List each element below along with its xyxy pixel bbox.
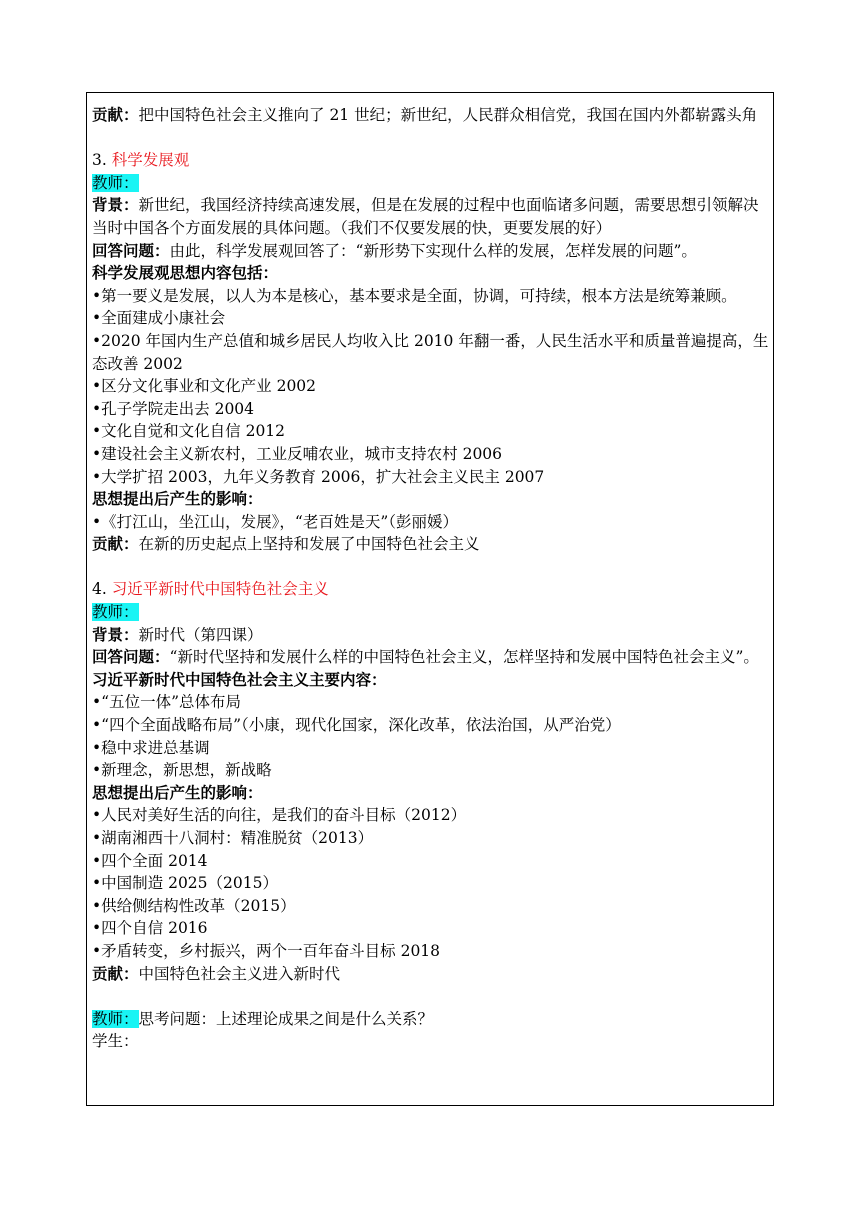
bullet: • (92, 738, 102, 757)
bullet: • (92, 286, 102, 305)
list-item: •供给侧结构性改革（2015） (92, 896, 296, 915)
bullet: • (92, 422, 102, 441)
bullet: • (92, 761, 102, 780)
lesson-table-cell (86, 92, 774, 1106)
bullet: • (92, 941, 102, 960)
bullet: • (92, 919, 102, 938)
teacher-label: 教师： (92, 603, 139, 622)
section4-content-heading: 习近平新时代中国特色社会主义主要内容： (92, 669, 387, 689)
list-item: •《打江山，坐江山，发展》，“老百姓是天”（彭丽媛） (92, 512, 459, 531)
section3-impact-heading: 思想提出后产生的影响： (92, 489, 263, 509)
section4-contribution (92, 963, 770, 986)
list-item: •建设社会主义新农村，工业反哺农业，城市支持农村 2006 (92, 444, 503, 463)
list-item: •文化自觉和文化自信 2012 (92, 422, 286, 441)
contribution-text: 在新的历史起点上坚持和发展了中国特色社会主义 (138, 535, 480, 554)
section4-teacher-line (92, 601, 770, 624)
background-label: 背景： (92, 624, 139, 644)
list-item: •湖南湘西十八洞村：精准脱贫（2013） (92, 829, 374, 847)
section4-impact-heading: 思想提出后产生的影响： (92, 782, 263, 802)
list-item: •稳中求进总基调 (92, 738, 210, 757)
section3-heading (92, 149, 770, 172)
section4-title: 习近平新时代中国特色社会主义 (111, 580, 329, 599)
contribution-label: 贡献： (92, 963, 139, 983)
section3-contribution (92, 533, 770, 556)
section3-answer (92, 240, 770, 263)
bullet: • (92, 829, 102, 847)
bullet: • (92, 896, 102, 915)
list-item: •四个自信 2016 (92, 919, 208, 938)
answer-label: 回答问题： (92, 647, 170, 667)
question-text: 思考问题：上述理论成果之间是什么关系？ (138, 1009, 434, 1028)
list-item: •新理念，新思想，新战略 (92, 761, 272, 780)
list-item: •中国制造 2025（2015） (92, 874, 278, 893)
list-item: •人民对美好生活的向往，是我们的奋斗目标（2012） (92, 806, 467, 825)
list-item: •孔子学院走出去 2004 (92, 399, 255, 418)
bullet: • (92, 377, 102, 396)
contribution-text: 把中国特色社会主义推向了 21 世纪；新世纪，人民群众相信党，我国在国内外都崭露头角 (138, 106, 758, 124)
list-item: •矛盾转变，乡村振兴，两个一百年奋斗目标 2018 (92, 941, 441, 960)
section3-background (92, 194, 770, 239)
spacer (92, 985, 770, 1008)
bullet: • (92, 331, 102, 350)
background-text: 新时代（第四课） (138, 625, 263, 644)
student-line: 学生： (92, 1032, 139, 1051)
bullet: • (92, 874, 102, 893)
bullet: • (92, 444, 102, 463)
contribution-label: 贡献： (92, 105, 139, 124)
lesson-content (92, 104, 770, 1053)
bullet: • (92, 309, 102, 328)
answer-text: “新时代坚持和发展什么样的中国特色社会主义，怎样坚持和发展中国特色社会主义”。 (169, 648, 759, 667)
list-item: •“四个全面战略布局”（小康，现代化国家，深化改革，依法治国，从严治党） (92, 716, 621, 735)
background-label: 背景： (92, 195, 139, 215)
answer-text: 由此，科学发展观回答了：“新形势下实现什么样的发展，怎样发展的问题”。 (169, 241, 697, 260)
section4-answer (92, 646, 770, 669)
bullet: • (92, 851, 102, 870)
answer-label: 回答问题： (92, 240, 170, 260)
section4-background (92, 624, 770, 647)
bullet: • (92, 716, 102, 735)
bullet: • (92, 467, 102, 486)
bullet: • (92, 512, 102, 531)
section3-teacher-line (92, 172, 770, 195)
spacer (92, 556, 770, 579)
section3-title: 科学发展观 (111, 151, 190, 170)
bullet: • (92, 399, 102, 418)
contribution-text: 中国特色社会主义进入新时代 (138, 964, 341, 983)
list-item: •大学扩招 2003，九年义务教育 2006，扩大社会主义民主 2007 (92, 467, 545, 486)
section4-number: 4. (92, 580, 107, 599)
teacher-label: 教师： (92, 173, 139, 192)
section3-number: 3. (92, 151, 107, 170)
list-item: •2020 年国内生产总值和城乡居民人均收入比 2010 年翻一番，人民生活水平和质量普遍提高，生态改善 2002 (92, 331, 769, 373)
bullet: • (92, 693, 102, 712)
bullet: • (92, 806, 102, 825)
spacer (92, 127, 770, 150)
section3-content-heading: 科学发展观思想内容包括： (92, 263, 279, 283)
contribution-label: 贡献： (92, 534, 139, 554)
list-item: •四个全面 2014 (92, 851, 208, 870)
section4-heading (92, 578, 770, 601)
top-contribution (92, 104, 770, 127)
list-item: •区分文化事业和文化产业 2002 (92, 377, 317, 396)
list-item: •第一要义是发展，以人为本是核心，基本要求是全面，协调，可持续，根本方法是统筹兼顾。 (92, 286, 737, 305)
background-text: 新世纪，我国经济持续高速发展，但是在发展的过程中也面临诸多问题，需要思想引领解决当时中国各个方面发展的具体问题。（我们不仅要发展的快，更要发展的好） (92, 196, 759, 237)
closing-question (92, 1008, 770, 1031)
list-item: •全面建成小康社会 (92, 309, 226, 328)
list-item: •“五位一体”总体布局 (92, 693, 242, 712)
teacher-label: 教师： (92, 1009, 139, 1028)
